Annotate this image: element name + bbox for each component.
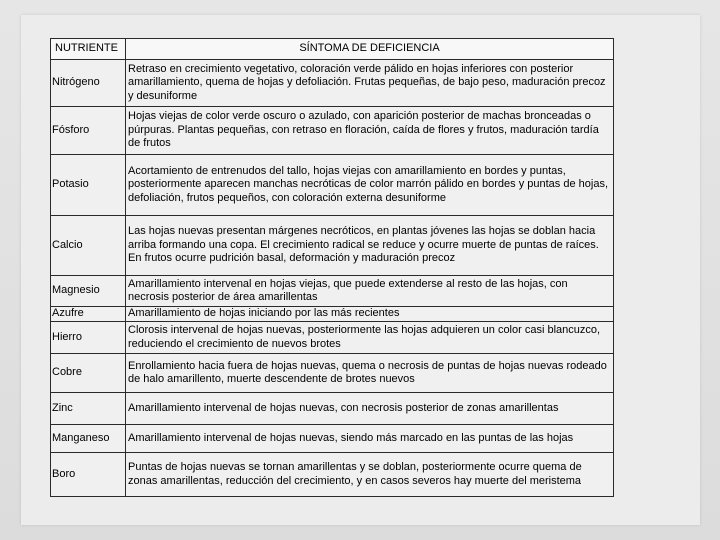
table-row [51, 393, 614, 425]
nutrient-cell: Azufre [51, 307, 126, 322]
header-symptom: SÍNTOMA DE DEFICIENCIA [126, 39, 614, 60]
symptom-cell: Hojas viejas de color verde oscuro o azulado, con aparición posterior de machas bronceadas o púrpuras. Plantas pequeñas, con retraso en floración, caída de flores y frutos, maduración tardía de frutos [126, 107, 614, 155]
nutrient-cell: Cobre [51, 354, 126, 393]
header-row [51, 39, 614, 60]
table-row [51, 354, 614, 393]
table-row [51, 322, 614, 354]
symptom-cell: Clorosis intervenal de hojas nuevas, posteriormente las hojas adquieren un color casi blancuzco, reduciendo el crecimiento de nuevos brotes [126, 322, 614, 354]
nutrient-cell: Boro [51, 453, 126, 497]
nutrient-cell: Potasio [51, 155, 126, 216]
table-row [51, 107, 614, 155]
table-row [51, 60, 614, 107]
symptom-cell: Amarillamiento intervenal de hojas nuevas, siendo más marcado en las puntas de las hojas [126, 425, 614, 453]
nutrient-cell: Magnesio [51, 276, 126, 307]
deficiency-table [50, 38, 614, 497]
header-nutrient: NUTRIENTE [51, 39, 126, 60]
symptom-cell: Enrollamiento hacia fuera de hojas nuevas, quema o necrosis de puntas de hojas nuevas rodeado de halo amarillento, muerte descendente de brotes nuevos [126, 354, 614, 393]
nutrient-cell: Fósforo [51, 107, 126, 155]
nutrient-cell: Manganeso [51, 425, 126, 453]
symptom-cell: Puntas de hojas nuevas se tornan amarillentas y se doblan, posteriormente ocurre quema de zonas amarillentas, reducción del crecimiento, y en casos severos hay muerte del meristema [126, 453, 614, 497]
symptom-cell: Amarillamiento intervenal de hojas nuevas, con necrosis posterior de zonas amarillentas [126, 393, 614, 425]
symptom-cell: Retraso en crecimiento vegetativo, coloración verde pálido en hojas inferiores con posterior amarillamiento, quema de hojas y defoliación. Frutas pequeñas, de bajo peso, maduración precoz y desuniforme [126, 60, 614, 107]
table-row [51, 155, 614, 216]
table-row [51, 453, 614, 497]
nutrient-cell: Calcio [51, 216, 126, 276]
table-row [51, 216, 614, 276]
symptom-cell: Amarillamiento intervenal en hojas viejas, que puede extenderse al resto de las hojas, con necrosis posterior de área amarillentas [126, 276, 614, 307]
symptom-cell: Las hojas nuevas presentan márgenes necróticos, en plantas jóvenes las hojas se doblan hacia arriba formando una copa. El crecimiento radical se reduce y ocurre muerte de puntas de raíces. En frutos ocurre pudrición basal, deformación y maduración precoz [126, 216, 614, 276]
nutrient-cell: Hierro [51, 322, 126, 354]
table-row [51, 307, 614, 322]
table-row [51, 276, 614, 307]
symptom-cell: Acortamiento de entrenudos del tallo, hojas viejas con amarillamiento en bordes y puntas, posteriormente aparecen manchas necróticas de color marrón pálido en bordes y puntas de hojas, defoliación, frutos pequeños, con coloración externa desuniforme [126, 155, 614, 216]
table-row [51, 425, 614, 453]
symptom-cell: Amarillamiento de hojas iniciando por las más recientes [126, 307, 614, 322]
nutrient-cell: Zinc [51, 393, 126, 425]
nutrient-cell: Nitrógeno [51, 60, 126, 107]
